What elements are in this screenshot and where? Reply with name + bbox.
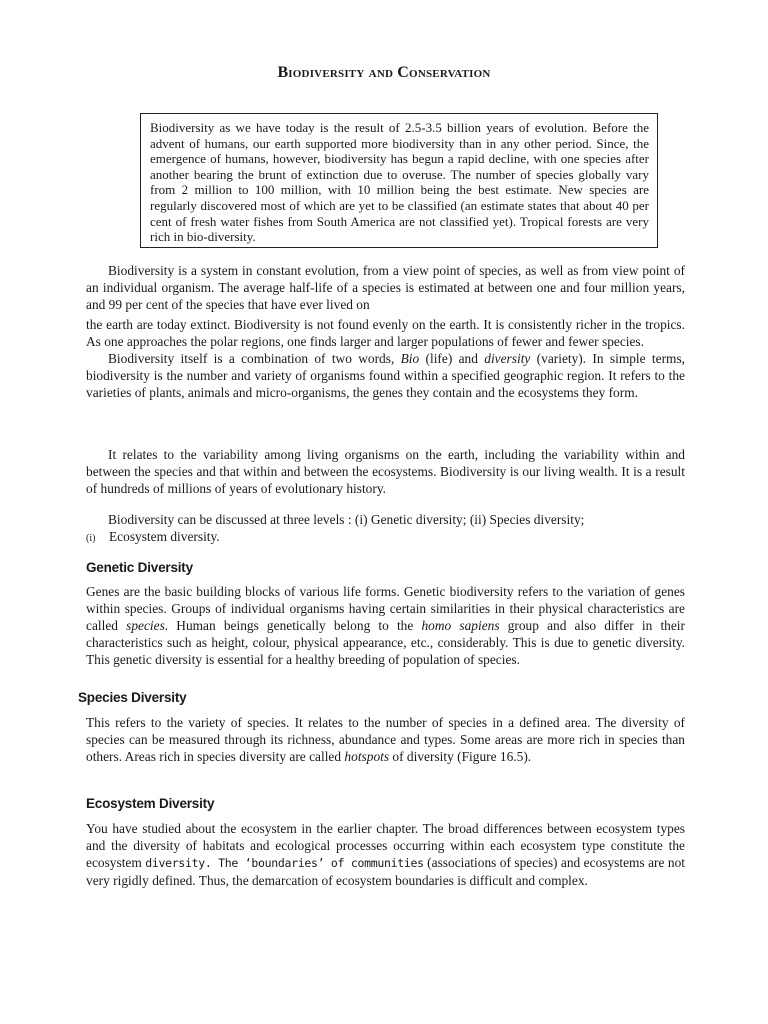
heading-genetic-diversity: Genetic Diversity	[86, 560, 193, 575]
text-hotspots: hotspots	[344, 749, 390, 764]
text-homo-sapiens: homo sapiens	[421, 618, 500, 633]
paragraph-variability	[86, 446, 685, 497]
page-title: Biodiversity and Conservation	[277, 64, 491, 81]
text-run: (associations of species) and ecosystems are not very rigidly defined. Thus, the demarcation of ecosystem boundaries is difficult and complex.	[86, 855, 685, 888]
text-run: (variety). In simple terms, biodiversity is the number and variety of organisms found within a specified geographic region. It refers to the varieties of plants, animals and micro-organisms, the genes they contain and the ecosystems they form.	[86, 351, 686, 400]
section-species-diversity	[86, 714, 685, 765]
section-genetic-diversity	[86, 583, 685, 668]
text-run: You have studied about the ecosystem in the earlier chapter. The broad differences between ecosystem types and the diversity of habitats and ecological processes occurring within each ecosystem type constitute the ecosystem	[86, 821, 685, 870]
list-item-text: Ecosystem diversity.	[109, 529, 220, 544]
text-run: This refers to the variety of species. It relates to the number of species in a defined area. The diversity of species can be measured through its richness, abundance and types. Some areas are more rich in species than others. Areas rich in species diversity are called	[86, 715, 685, 764]
levels-item	[86, 528, 685, 547]
paragraph-definition	[86, 350, 685, 401]
paragraph-distribution	[86, 316, 685, 401]
paragraph-text	[86, 714, 685, 765]
intro-box: Biodiversity as we have today is the result of 2.5-3.5 billion years of evolution. Before the advent of humans, our earth supported more biodiversity than in any other period. Since, the emergence of humans, however, biodiversity has begun a rapid decline, with one species after another bearing the brunt of extinction due to overuse. The number of species globally vary from 2 million to 100 million, with 10 million being the best estimate. New species are regularly discovered most of which are yet to be classified (an estimate states that about 40 per cent of fresh water fishes from South America are not classified yet). Tropical forests are very rich in bio-diversity.	[140, 113, 658, 248]
text-species: species	[126, 618, 165, 633]
section-ecosystem-diversity	[86, 820, 685, 889]
paragraph-text: the earth are today extinct. Biodiversity is not found evenly on the earth. It is consistently richer in the tropics. As one approaches the polar regions, one finds larger and larger populations of fewer and fewer species.	[86, 317, 685, 349]
text-mono-run: diversity. The ‘boundaries’ of communities	[145, 856, 424, 870]
heading-species-diversity: Species Diversity	[78, 690, 187, 705]
paragraph-text	[86, 820, 685, 889]
text-run: Biodiversity itself is a combination of two words,	[108, 351, 401, 366]
text-diversity: diversity	[484, 351, 531, 366]
text-bio: Bio	[400, 351, 420, 366]
paragraph-evolution	[86, 262, 685, 313]
paragraph-text	[86, 583, 685, 668]
heading-ecosystem-diversity: Ecosystem Diversity	[86, 796, 215, 811]
paragraph-text: It relates to the variability among living organisms on the earth, including the variability within and between the species and that within and between the ecosystems. Biodiversity is our living wealth. It is a result of hundreds of millions of years of evolutionary history.	[86, 447, 685, 496]
text-run: (life) and	[419, 351, 485, 366]
levels-list	[86, 511, 685, 547]
paragraph-text: Biodiversity is a system in constant evolution, from a view point of species, as well as from view point of an individual organism. The average half-life of a species is estimated at between one and four million years, and 99 per cent of the species that have ever lived on	[86, 263, 685, 312]
text-run: . Human beings genetically belong to the	[164, 618, 422, 633]
text-run: group and also differ in their characteristics such as height, colour, physical appearance, etc., considerably. This is due to genetic diversity. This genetic diversity is essential for a healthy breeding of population of species.	[86, 618, 685, 667]
text-run: Genes are the basic building blocks of various life forms. Genetic biodiversity refers to the variation of genes within species. Groups of individual organisms having certain similarities in their physical characteristics are called	[86, 584, 685, 633]
text-run: of diversity (Figure 16.5).	[389, 749, 532, 764]
list-marker: (i)	[86, 533, 96, 544]
levels-intro: Biodiversity can be discussed at three levels : (i) Genetic diversity; (ii) Species diversity;	[108, 512, 585, 527]
